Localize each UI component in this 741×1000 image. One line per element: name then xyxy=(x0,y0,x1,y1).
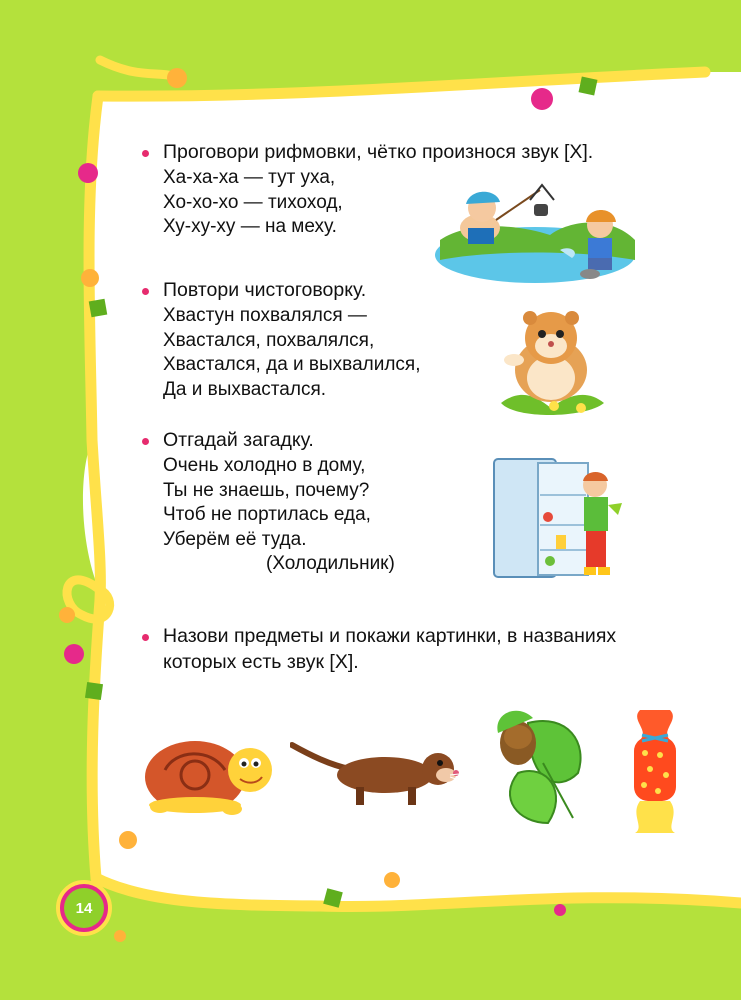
instruction-4-line1: Назови предметы и покажи картинки, в названиях xyxy=(163,625,617,647)
instruction-1: Проговори рифмовки, чётко произнося звук [Х]. xyxy=(163,141,594,163)
verse-line: Чтоб не портилась еда, xyxy=(163,504,371,525)
confetti-dot xyxy=(531,88,553,110)
bullet-icon xyxy=(142,288,149,295)
verse-line: Очень холодно в дому, xyxy=(163,455,366,476)
instruction-3: Отгадай загадку. xyxy=(163,429,314,451)
verse-line: Да и выхвастался. xyxy=(163,378,327,400)
fridge-boy-icon xyxy=(490,455,630,580)
confetti-dot xyxy=(119,831,137,849)
verse-line: Ты не знаешь, почему? xyxy=(163,479,370,501)
confetti-dot xyxy=(78,163,98,183)
confetti-square xyxy=(85,682,103,700)
confetti-dot xyxy=(167,68,187,88)
instruction-2: Повтори чистоговорку. xyxy=(163,279,367,301)
rhymes-verse xyxy=(163,166,343,240)
confetti-dot xyxy=(81,269,99,287)
riddle-answer: (Холодильник) xyxy=(266,553,395,574)
verse-line: Хвастался, похвалялся, xyxy=(163,329,375,351)
confetti-dot xyxy=(554,904,566,916)
tongue-twister-verse xyxy=(163,304,420,402)
verse-line: Ху-ху-ху — на меху. xyxy=(163,216,337,237)
ferret-icon xyxy=(290,735,470,810)
bullet-icon xyxy=(142,438,149,445)
bullet-icon xyxy=(142,634,149,641)
candy-icon xyxy=(620,705,690,835)
confetti-dot xyxy=(114,930,126,942)
bullet-icon xyxy=(142,150,149,157)
confetti-dot xyxy=(64,644,84,664)
verse-line: Хвастун похвалялся — xyxy=(163,305,367,326)
verse-line: Хо-хо-хо — тихоход, xyxy=(163,191,343,213)
confetti-dot xyxy=(59,607,75,623)
page-number-badge xyxy=(56,880,112,936)
turtle-icon xyxy=(140,725,275,815)
verse-line: Ха-ха-ха — тут уха, xyxy=(163,167,336,188)
instruction-4-line2: которых есть звук [Х]. xyxy=(163,651,359,673)
hazelnut-icon xyxy=(488,703,593,828)
confetti-square xyxy=(89,299,108,318)
fishing-kids-icon xyxy=(430,180,640,290)
hamster-icon xyxy=(496,308,606,423)
verse-line: Хвастался, да и выхвалился, xyxy=(163,354,421,375)
verse-line: Уберём её туда. xyxy=(163,528,307,550)
page-number: 14 xyxy=(64,888,104,928)
confetti-square xyxy=(579,77,598,96)
confetti-dot xyxy=(384,872,400,888)
riddle-verse xyxy=(163,454,371,552)
